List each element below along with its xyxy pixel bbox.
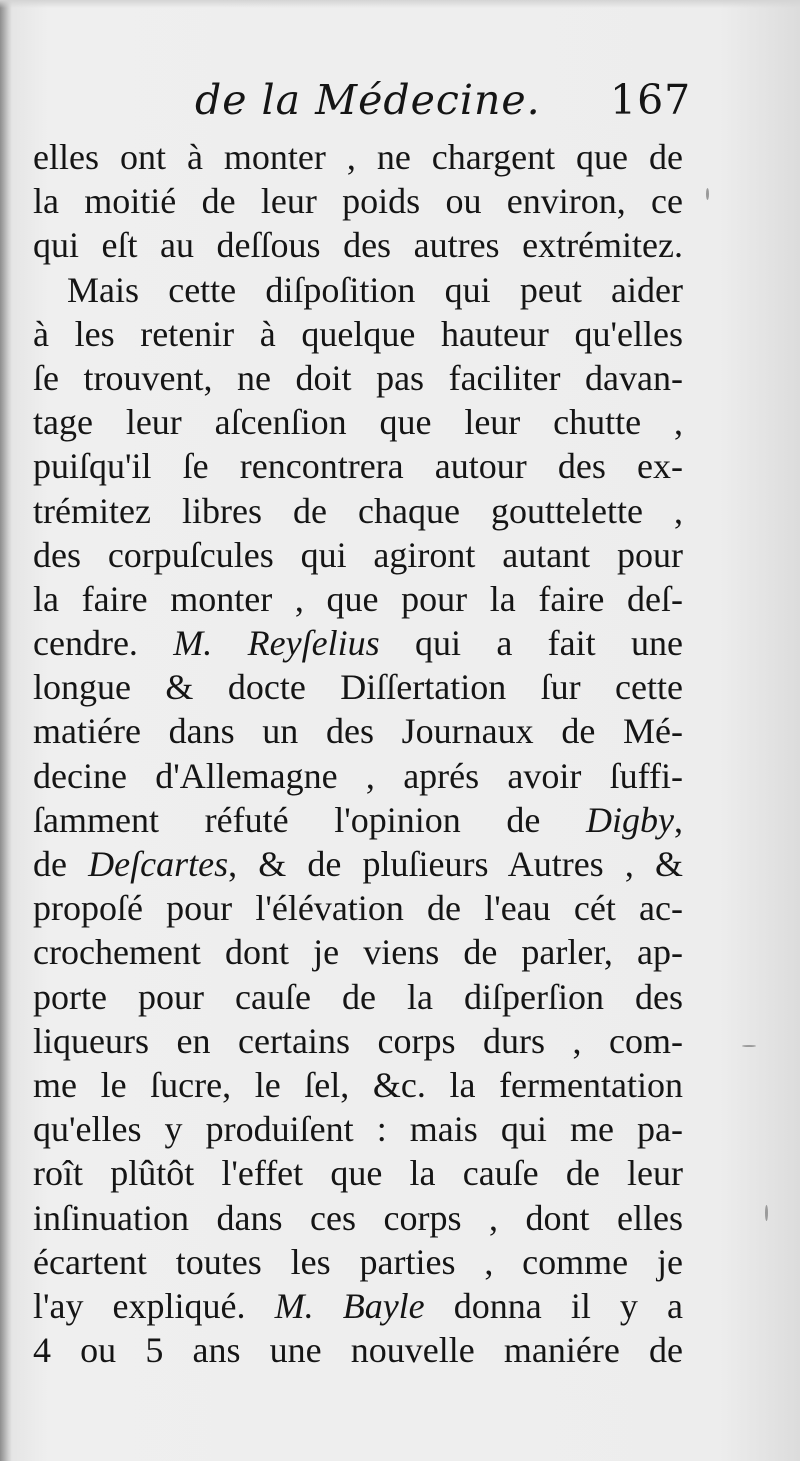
- text-line: des corpuſcules qui agiront autant pour: [33, 534, 683, 575]
- text-line: matiére dans un des Journaux de Mé-: [33, 711, 683, 752]
- text-line: écartent toutes les parties , comme je: [33, 1241, 683, 1282]
- text-line: porte pour cauſe de la diſperſion des: [33, 976, 683, 1017]
- paper-speck: [742, 1045, 756, 1047]
- author-name-italic: Deſcartes: [88, 844, 229, 884]
- text-line: la moitié de leur poids ou environ, ce: [33, 181, 683, 222]
- text-line: ſe trouvent, ne doit pas faciliter davan-: [33, 357, 683, 398]
- text-run: cendre.: [33, 623, 174, 664]
- text-run: qui a fait une: [379, 623, 683, 664]
- page-top-shadow: [0, 0, 800, 8]
- text-line: [33, 621, 683, 665]
- text-line: [33, 842, 683, 886]
- page-number: 167: [610, 76, 692, 124]
- paper-speck: [765, 1205, 768, 1221]
- paragraph-first-line: Mais cette diſpoſition qui peut aider: [67, 269, 683, 310]
- author-name-italic: Digby: [586, 799, 674, 840]
- text-line: roît plûtôt l'effet que la cauſe de leur: [33, 1153, 683, 1194]
- text-run: ſamment réfuté l'opinion de: [33, 799, 587, 840]
- text-line: inſinuation dans ces corps , dont elles: [33, 1197, 683, 1238]
- paper-speck: [706, 188, 709, 200]
- text-line: elles ont à monter , ne chargent que de: [33, 137, 683, 177]
- text-line: propoſé pour l'élévation de l'eau cét ac-: [33, 888, 683, 929]
- text-line: me le ſucre, le ſel, &c. la fermentation: [33, 1064, 683, 1105]
- text-line: decine d'Allemagne , aprés avoir ſuffi-: [33, 755, 683, 796]
- text-run: de: [33, 844, 89, 884]
- text-line: qu'elles y produiſent : mais qui me pa-: [33, 1109, 683, 1150]
- author-name-italic: M. Bayle: [274, 1285, 425, 1326]
- author-name-italic: M. Reyſelius: [173, 623, 380, 664]
- body-text: [33, 135, 683, 1372]
- text-line: crochement dont je viens de parler, ap-: [33, 932, 683, 973]
- text-line: tage leur aſcenſion que leur chutte ,: [33, 402, 683, 443]
- page-binding-edge: [0, 0, 12, 1461]
- text-line: à les retenir à quelque hauteur qu'elles: [33, 313, 683, 354]
- text-run: , & de pluſieurs Autres , &: [228, 844, 683, 884]
- text-run: l'ay expliqué.: [33, 1285, 275, 1326]
- text-run: ,: [674, 799, 683, 840]
- text-line: qui eſt au deſſous des autres extrémitez.: [33, 225, 683, 266]
- running-head: [0, 70, 800, 140]
- text-line: liqueurs en certains corps durs , com-: [33, 1020, 683, 1061]
- text-line: trémitez libres de chaque gouttelette ,: [33, 490, 683, 531]
- text-run: donna il y a: [424, 1285, 683, 1326]
- text-line: puiſqu'il ſe rencontrera autour des ex-: [33, 446, 683, 487]
- text-line: longue & docte Diſſertation ſur cette: [33, 667, 683, 708]
- running-head-title: de la Médecine.: [195, 76, 541, 124]
- text-line: [33, 798, 683, 842]
- text-line: [33, 1284, 683, 1328]
- text-line: 4 ou 5 ans une nouvelle maniére de: [33, 1330, 683, 1371]
- text-line: la faire monter , que pour la faire deſ-: [33, 578, 683, 619]
